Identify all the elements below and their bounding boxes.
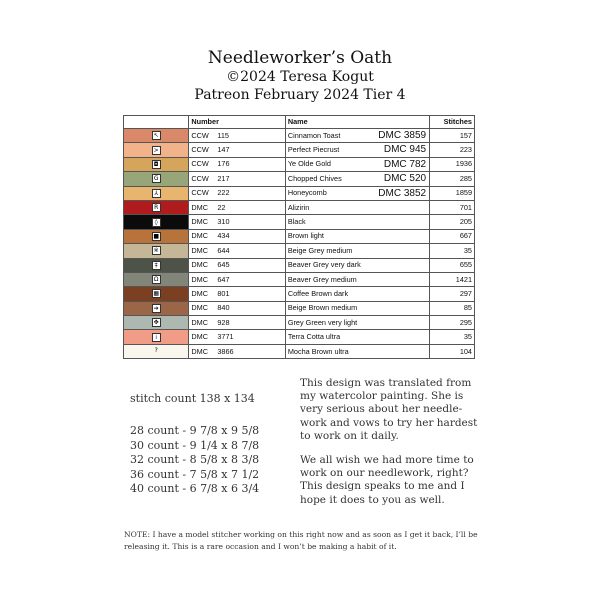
stitch-symbol-icon: ⁞ (152, 333, 161, 342)
color-swatch-cell (124, 244, 189, 258)
stitch-count-cell: 104 (430, 344, 475, 358)
table-row (124, 244, 475, 258)
floss-name: Terra Cotta ultra (287, 332, 341, 342)
floss-number-cell (189, 129, 285, 143)
floss-number-cell (189, 229, 285, 243)
table-row (124, 215, 475, 229)
floss-name-cell (285, 258, 429, 272)
floss-name: Brown light (287, 231, 324, 241)
stitch-symbol-icon: ‡ (152, 261, 161, 270)
fabric-count-item: 36 count - 7 5/8 x 7 1/2 (130, 467, 260, 481)
stitch-count-cell: 297 (430, 287, 475, 301)
floss-number-cell (189, 258, 285, 272)
fabric-count-item: 40 count - 6 7/8 x 6 3/4 (130, 482, 260, 495)
description-paragraph: This design was translated from my watercolor painting. She is very serious about her needle-work and vows to try her hardest to work on it daily. (300, 377, 478, 442)
column-header-number: Number (189, 116, 285, 129)
pattern-title: Needleworker’s Oath (207, 48, 393, 68)
stitch-count-cell: 35 (430, 330, 475, 344)
floss-brand: CCW (191, 145, 209, 155)
color-swatch-cell (124, 330, 189, 344)
table-header-row (124, 116, 475, 129)
dmc-equivalent: DMC 3852 (378, 187, 427, 199)
floss-brand: CCW (191, 130, 209, 140)
floss-code: 217 (217, 173, 230, 183)
floss-name-cell (285, 200, 429, 214)
floss-number-cell (189, 287, 285, 301)
fabric-count-item: 30 count - 9 1/4 x 8 7/8 (130, 438, 260, 452)
table-row (124, 186, 475, 200)
stitch-symbol-icon: ✥ (153, 319, 159, 327)
floss-code: 928 (217, 317, 230, 327)
floss-code: 644 (217, 245, 230, 255)
column-header-stitches: Stitches (430, 116, 475, 129)
stitch-count-cell: 85 (430, 301, 475, 315)
table-row (124, 157, 475, 171)
stitch-count-cell: 295 (430, 316, 475, 330)
table-row (124, 172, 475, 186)
fabric-count-item: 28 count - 9 7/8 x 9 5/8 (130, 424, 260, 437)
release-note: NOTE: I have a model stitcher working on this right now and as soon as I get it back, I’ll be releasing it. This is a rare occasion and I won’t be making a habit of it. (124, 530, 478, 551)
floss-number-cell (189, 215, 285, 229)
floss-name: Cinnamon Toast (287, 130, 341, 140)
stitch-count-cell: 223 (430, 143, 475, 157)
dmc-equivalent: DMC 945 (383, 144, 427, 156)
floss-name-cell (285, 316, 429, 330)
stitch-count: stitch count 138 x 134 (130, 392, 255, 405)
floss-brand: DMC (191, 288, 208, 298)
stitch-symbol-icon: G (152, 174, 161, 183)
table-row (124, 272, 475, 286)
color-swatch-cell (124, 186, 189, 200)
floss-code: 115 (217, 130, 229, 140)
fabric-count-item: 32 count - 8 5/8 x 8 3/8 (130, 453, 260, 466)
floss-code: 22 (217, 202, 226, 212)
description-paragraph: We all wish we had more time to work on our needlework, right? This design speaks to me and I hope it does to you as well. (300, 454, 474, 506)
stitch-symbol-icon: ? (154, 347, 158, 355)
column-header-swatch (124, 116, 189, 129)
floss-code: 310 (217, 217, 230, 227)
color-swatch-cell (124, 157, 189, 171)
floss-name-cell (285, 301, 429, 315)
floss-name: Beaver Grey medium (287, 274, 357, 284)
floss-name: Coffee Brown dark (287, 288, 349, 298)
floss-name-cell (285, 186, 429, 200)
floss-number-cell (189, 344, 285, 358)
floss-name: Beaver Grey very dark (287, 260, 361, 270)
floss-name-cell (285, 229, 429, 243)
stitch-symbol-icon: ■ (153, 232, 159, 240)
floss-number-cell (189, 172, 285, 186)
floss-brand: DMC (191, 346, 208, 356)
floss-number-cell (189, 157, 285, 171)
stitch-symbol-icon: ◊ (152, 218, 161, 227)
fabric-count-list (130, 424, 259, 497)
stitch-count-cell: 667 (430, 229, 475, 243)
floss-name: Ye Olde Gold (287, 159, 331, 169)
color-swatch-cell (124, 172, 189, 186)
floss-brand: DMC (191, 332, 208, 342)
stitch-symbol-icon: ⅄ (152, 189, 161, 198)
floss-code: 147 (217, 145, 230, 155)
floss-name: Grey Green very light (287, 317, 358, 327)
table-row (124, 316, 475, 330)
stitch-symbol-icon: ◘ (152, 160, 161, 169)
stitch-count-cell: 701 (430, 200, 475, 214)
column-header-name: Name (285, 116, 429, 129)
floss-code: 801 (217, 288, 230, 298)
floss-number-cell (189, 244, 285, 258)
pattern-subtitle: Patreon February 2024 Tier 4 (194, 87, 406, 103)
floss-name-cell (285, 287, 429, 301)
floss-name-cell (285, 330, 429, 344)
dmc-equivalent: DMC 3859 (378, 130, 427, 141)
stitch-count-cell: 35 (430, 244, 475, 258)
floss-brand: DMC (191, 231, 208, 241)
color-swatch-cell (124, 200, 189, 214)
floss-code: 645 (217, 260, 230, 270)
copyright-line: ©2024 Teresa Kogut (226, 69, 374, 85)
floss-number-cell (189, 301, 285, 315)
floss-name: Chopped Chives (287, 173, 342, 183)
floss-name-cell (285, 129, 429, 143)
stitch-symbol-icon: ➔ (153, 304, 159, 312)
stitch-symbol-icon: R (152, 203, 161, 212)
dmc-equivalent: DMC 520 (383, 173, 427, 185)
floss-brand: DMC (191, 303, 208, 313)
table-row (124, 143, 475, 157)
floss-name: Mocha Brown ultra (287, 346, 349, 356)
stitch-symbol-icon: ▦ (153, 290, 159, 298)
floss-name-cell (285, 172, 429, 186)
stitch-symbol-icon: ↖ (153, 132, 159, 140)
floss-name-cell (285, 244, 429, 258)
stitch-count-cell: 205 (430, 215, 475, 229)
floss-code: 840 (217, 303, 230, 313)
table-row (124, 129, 475, 143)
color-swatch-cell (124, 287, 189, 301)
floss-brand: CCW (191, 173, 209, 183)
floss-name: Black (287, 217, 306, 227)
stitch-count-cell: 285 (430, 172, 475, 186)
floss-name-cell (285, 344, 429, 358)
floss-name-cell (285, 272, 429, 286)
color-swatch-cell (124, 258, 189, 272)
floss-name: Beige Grey medium (287, 245, 353, 255)
table-row (124, 344, 475, 358)
floss-rows (124, 129, 475, 359)
floss-number-cell (189, 186, 285, 200)
dmc-equivalent: DMC 782 (383, 158, 427, 170)
table-row (124, 258, 475, 272)
stitch-count-cell: 1859 (430, 186, 475, 200)
floss-key-table (123, 115, 475, 359)
floss-brand: CCW (191, 159, 209, 169)
design-description (300, 377, 485, 518)
stitch-symbol-icon: ※ (153, 247, 159, 255)
floss-name: Beige Brown medium (287, 303, 358, 313)
color-swatch-cell (124, 129, 189, 143)
floss-brand: CCW (191, 188, 209, 198)
floss-number-cell (189, 316, 285, 330)
table-row (124, 301, 475, 315)
floss-number-cell (189, 272, 285, 286)
table-row (124, 229, 475, 243)
floss-name: Alizirin (287, 202, 310, 212)
color-swatch-cell (124, 344, 189, 358)
floss-brand: DMC (191, 317, 208, 327)
stitch-count-cell: 1421 (430, 272, 475, 286)
floss-name: Honeycomb (287, 188, 327, 198)
floss-brand: DMC (191, 260, 208, 270)
floss-name: Perfect Piecrust (287, 145, 340, 155)
table-row (124, 330, 475, 344)
floss-number-cell (189, 200, 285, 214)
floss-brand: DMC (191, 217, 208, 227)
stitch-count-cell: 157 (430, 129, 475, 143)
stitch-symbol-icon: > (153, 146, 159, 154)
color-swatch-cell (124, 215, 189, 229)
floss-name-cell (285, 143, 429, 157)
stitch-symbol-icon: Ω (152, 275, 161, 284)
color-swatch-cell (124, 272, 189, 286)
floss-code: 647 (217, 274, 230, 284)
color-swatch-cell (124, 143, 189, 157)
table-row (124, 200, 475, 214)
color-swatch-cell (124, 316, 189, 330)
table-row (124, 287, 475, 301)
floss-name-cell (285, 215, 429, 229)
floss-code: 434 (217, 231, 230, 241)
floss-name-cell (285, 157, 429, 171)
color-swatch-cell (124, 229, 189, 243)
stitch-count-cell: 655 (430, 258, 475, 272)
floss-code: 222 (217, 188, 230, 198)
floss-number-cell (189, 143, 285, 157)
floss-code: 176 (217, 159, 230, 169)
floss-brand: DMC (191, 274, 208, 284)
floss-code: 3866 (217, 346, 234, 356)
floss-brand: DMC (191, 202, 208, 212)
floss-number-cell (189, 330, 285, 344)
floss-brand: DMC (191, 245, 208, 255)
floss-code: 3771 (217, 332, 234, 342)
stitch-count-cell: 1936 (430, 157, 475, 171)
color-swatch-cell (124, 301, 189, 315)
